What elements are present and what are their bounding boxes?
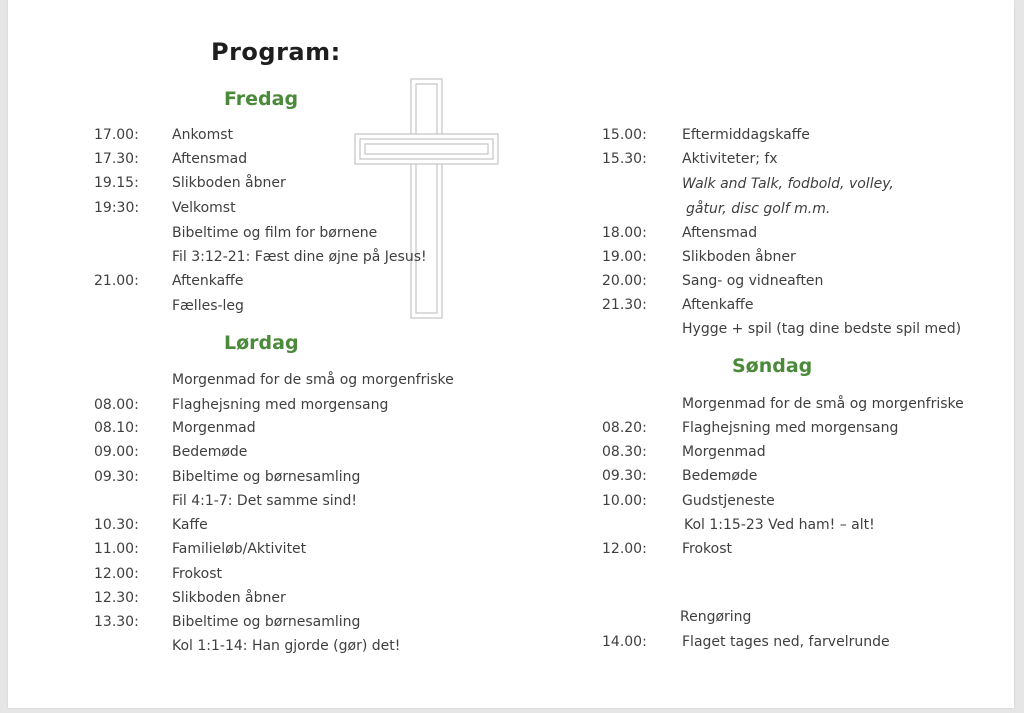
- day-heading-fredag: Fredag: [224, 88, 299, 110]
- program-page: Program: Fredag 17.00: Ankomst 17.30: Aftensmad 19.15: Slikboden åbner 19:30: Velkomst Bibeltime og film for børnene Fil 3:12-21: Fæst dine øjne på Jesus! 21.00: Aftenkaffe Fælles-leg Lørdag Morgenmad for de små og morgenfriske 08.00: Flaghejsning med morgensang 08.10: Morgenmad 09.00: Bedemøde 09.30: Bibeltime og børnesamling Fil 4:1-7: Det samme sind! 10.30: Kaffe 11.00: Familieløb/Aktivitet 12.00: Frokost 12.30: Slikboden åbner 13.30: Bibeltime og børnesamling Kol 1:1-14: Han gjorde (gør) det! 15.00: Eftermiddagskaffe 15.30: Aktiviteter; fx Walk and Talk, fodbold, volley, gåtur, disc golf m.m. 18.00: Aftensmad 19.00: Slikboden åbner 20.00: Sang- og vidneaften 21.30: Aftenkaffe Hygge + spil (tag dine bedste spil med) Søndag Morgenmad for de små og morgenfriske 08.20: Flaghejsning med morgensang 08.30: Morgenmad 09.30: Bedemøde 10.00: Gudstjeneste Kol 1:15-23 Ved ham! – alt! 12.00: Frokost Rengøring 14.00: Flaget tages ned, farvelrunde: [8, 0, 1014, 708]
- day-heading-sondag: Søndag: [732, 355, 813, 377]
- day-heading-lordag: Lørdag: [224, 332, 299, 354]
- page-title: Program:: [211, 38, 341, 66]
- cross-icon: [354, 78, 500, 320]
